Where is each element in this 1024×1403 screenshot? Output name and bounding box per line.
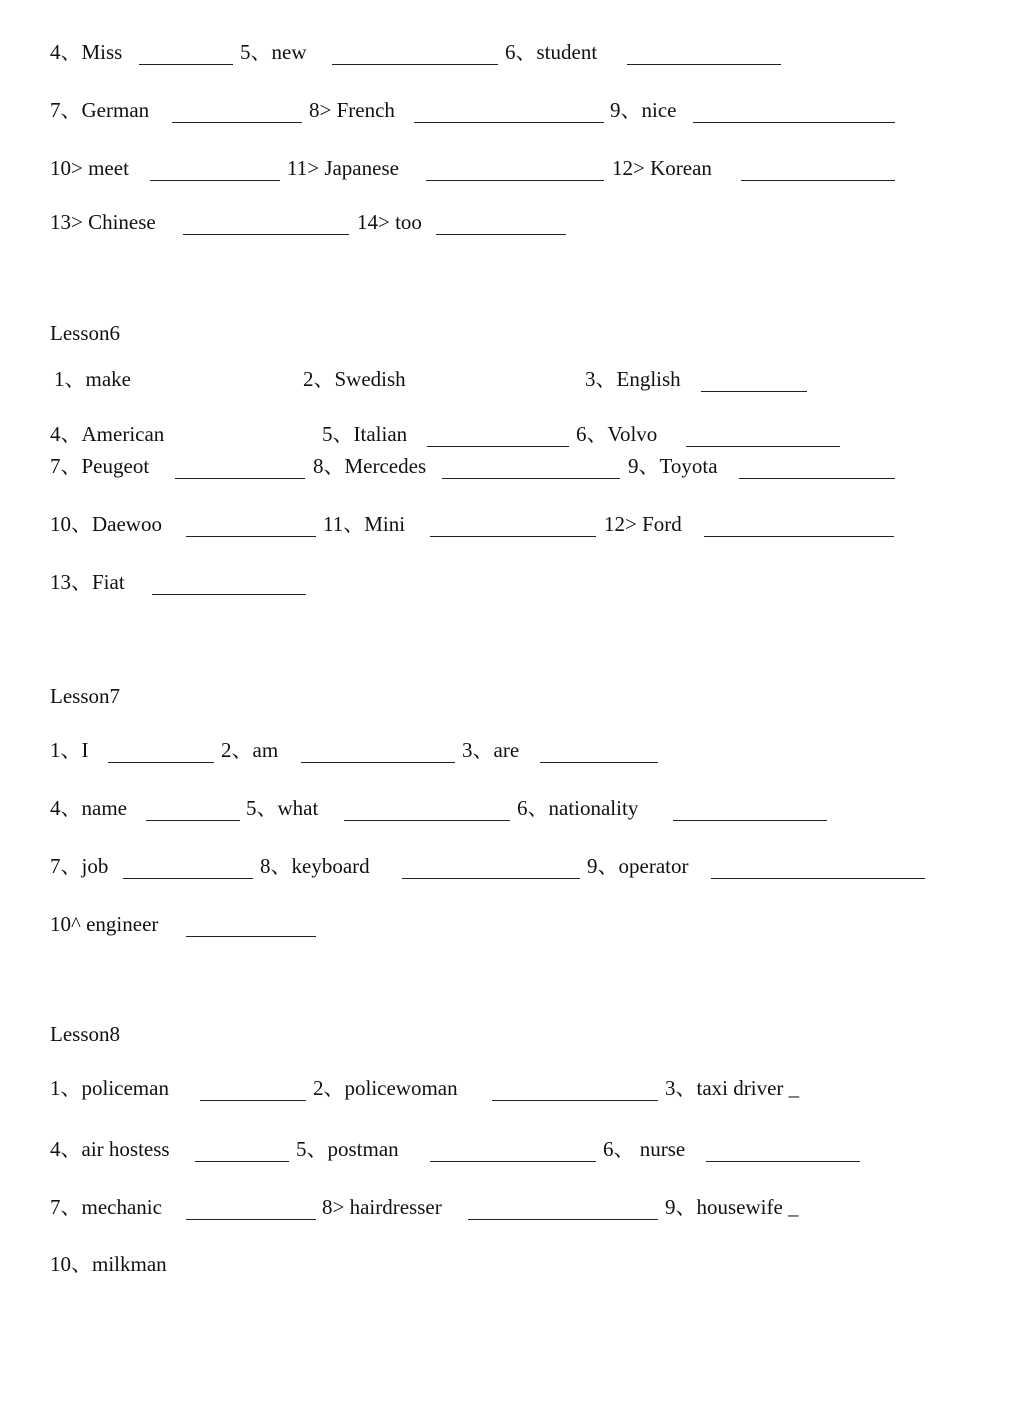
- answer-blank[interactable]: [711, 878, 925, 879]
- vocab-item: 7、mechanic: [50, 1195, 162, 1219]
- answer-blank[interactable]: [492, 1100, 658, 1101]
- answer-blank[interactable]: [175, 478, 305, 479]
- answer-blank[interactable]: [430, 536, 596, 537]
- vocab-item: 12> Ford: [604, 512, 682, 536]
- vocab-item: 1、I: [50, 738, 89, 762]
- vocab-item: 9、Toyota: [628, 454, 718, 478]
- answer-blank[interactable]: [627, 64, 781, 65]
- answer-blank[interactable]: [739, 478, 895, 479]
- answer-blank[interactable]: [540, 762, 658, 763]
- vocab-item: 10、milkman: [50, 1252, 167, 1276]
- vocab-item: 11、Mini: [323, 512, 406, 536]
- vocab-item: 7、Peugeot: [50, 454, 150, 478]
- vocab-item: 4、air hostess: [50, 1137, 170, 1161]
- vocab-item: 2、am: [221, 738, 279, 762]
- answer-blank[interactable]: [195, 1161, 289, 1162]
- vocab-item: 5、new: [240, 40, 307, 64]
- answer-blank[interactable]: [146, 820, 240, 821]
- vocab-item: 8、keyboard: [260, 854, 370, 878]
- vocab-item: 5、Italian: [322, 422, 408, 446]
- vocab-item: 2、policewoman: [313, 1076, 458, 1100]
- vocab-item: 5、postman: [296, 1137, 399, 1161]
- answer-blank[interactable]: [332, 64, 498, 65]
- vocab-item: 7、German: [50, 98, 150, 122]
- lesson-heading: Lesson6: [50, 321, 120, 345]
- vocab-item: 4、Miss: [50, 40, 123, 64]
- vocab-item: 4、American: [50, 422, 165, 446]
- vocab-item: 6、 nurse: [603, 1137, 686, 1161]
- vocab-item: 3、English: [585, 367, 681, 391]
- vocab-item: 1、make: [54, 367, 131, 391]
- answer-blank[interactable]: [123, 878, 253, 879]
- answer-blank[interactable]: [186, 536, 316, 537]
- vocab-item: 5、what: [246, 796, 319, 820]
- answer-blank[interactable]: [701, 391, 807, 392]
- vocab-item: 3、are: [462, 738, 520, 762]
- answer-blank[interactable]: [468, 1219, 658, 1220]
- vocab-item: 9、operator: [587, 854, 689, 878]
- answer-blank[interactable]: [673, 820, 827, 821]
- answer-blank[interactable]: [414, 122, 604, 123]
- vocab-item: 6、Volvo: [576, 422, 658, 446]
- vocab-item: 7、job: [50, 854, 109, 878]
- answer-blank[interactable]: [442, 478, 620, 479]
- answer-blank[interactable]: [200, 1100, 306, 1101]
- vocab-item: 13> Chinese: [50, 210, 156, 234]
- vocab-item: 8> hairdresser: [322, 1195, 442, 1219]
- answer-blank[interactable]: [186, 1219, 316, 1220]
- vocab-item: 10> meet: [50, 156, 129, 180]
- vocab-item: 2、Swedish: [303, 367, 406, 391]
- answer-blank[interactable]: [139, 64, 233, 65]
- answer-blank[interactable]: [693, 122, 895, 123]
- answer-blank[interactable]: [427, 446, 569, 447]
- vocab-item: 12> Korean: [612, 156, 712, 180]
- vocab-item: 10^ engineer: [50, 912, 159, 936]
- answer-blank[interactable]: [706, 1161, 860, 1162]
- answer-blank[interactable]: [172, 122, 302, 123]
- answer-blank[interactable]: [686, 446, 840, 447]
- vocab-item: 8、Mercedes: [313, 454, 427, 478]
- answer-blank[interactable]: [430, 1161, 596, 1162]
- vocab-item: 11> Japanese: [287, 156, 399, 180]
- vocab-item: 3、taxi driver _: [665, 1076, 800, 1100]
- vocab-item: 4、name: [50, 796, 127, 820]
- vocab-item: 1、policeman: [50, 1076, 169, 1100]
- vocab-item: 6、student: [505, 40, 598, 64]
- answer-blank[interactable]: [741, 180, 895, 181]
- answer-blank[interactable]: [108, 762, 214, 763]
- answer-blank[interactable]: [183, 234, 349, 235]
- answer-blank[interactable]: [150, 180, 280, 181]
- vocab-item: 10、Daewoo: [50, 512, 162, 536]
- lesson-heading: Lesson8: [50, 1022, 120, 1046]
- vocab-item: 14> too: [357, 210, 422, 234]
- answer-blank[interactable]: [344, 820, 510, 821]
- lesson-heading: Lesson7: [50, 684, 120, 708]
- vocab-item: 13、Fiat: [50, 570, 125, 594]
- answer-blank[interactable]: [186, 936, 316, 937]
- answer-blank[interactable]: [152, 594, 306, 595]
- answer-blank[interactable]: [301, 762, 455, 763]
- answer-blank[interactable]: [426, 180, 604, 181]
- vocab-item: 9、nice: [610, 98, 677, 122]
- answer-blank[interactable]: [704, 536, 894, 537]
- vocab-item: 6、nationality: [517, 796, 639, 820]
- answer-blank[interactable]: [402, 878, 580, 879]
- vocab-item: 8> French: [309, 98, 395, 122]
- vocab-item: 9、housewife _: [665, 1195, 799, 1219]
- answer-blank[interactable]: [436, 234, 566, 235]
